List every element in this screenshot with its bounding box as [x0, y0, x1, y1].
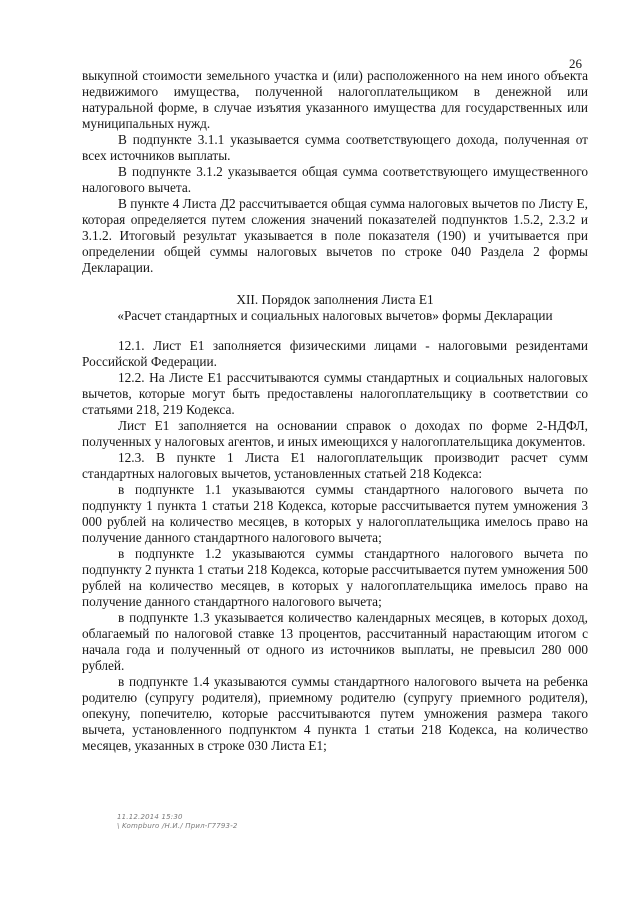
footer-stamp: [117, 813, 238, 831]
footer-reference: \ Kompburo /H.И./ Прил-Г7793-2: [117, 822, 238, 830]
paragraph-continuation: выкупной стоимости земельного участка и (или) расположенного на нем иного объекта недвижимого имущества, полученной налогоплательщиком в денежной или натуральной форме, в случае изъятия указанного имущества для государственных или муниципальных нужд.: [82, 68, 588, 131]
paragraph-item-4-list-d2: В пункте 4 Листа Д2 рассчитывается общая сумма налоговых вычетов по Листу Е, которая определяется путем сложения значений показателей подпунктов 1.5.2, 2.3.2 и 3.1.2. Итоговый результат указывается в поле показателя (190) и учитывается при определении общей суммы налоговых вычетов по строке 040 Раздела 2 формы Декларации.: [82, 196, 588, 275]
paragraph-subitem-1-3: в подпункте 1.3 указывается количество календарных месяцев, в которых доход, облагаемый по налоговой ставке 13 процентов, рассчитанный нарастающим итогом с начала года и полученный от одного из источников выплаты, не превысил 280 000 рублей.: [82, 610, 588, 673]
footer-timestamp: 11.12.2014 15:30: [117, 813, 183, 821]
paragraph-subitem-3-1-2: В подпункте 3.1.2 указывается общая сумма соответствующего имущественного налогового вычета.: [82, 164, 588, 195]
section-subtitle: «Расчет стандартных и социальных налоговых вычетов» формы Декларации: [117, 308, 553, 323]
document-body: [82, 68, 588, 754]
paragraph-subitem-1-1: в подпункте 1.1 указываются суммы стандартного налогового вычета по подпункту 1 пункта 1 статьи 218 Кодекса, которые рассчитывается путем умножения 3 000 рублей на количество месяцев, в которых у налогоплательщика имелось право на получение данного стандартного налогового вычета;: [82, 482, 588, 545]
paragraph-12-2: 12.2. На Листе Е1 рассчитываются суммы стандартных и социальных налоговых вычетов, которые могут быть предоставлены налогоплательщику в соответствии со статьями 218, 219 Кодекса.: [82, 370, 588, 417]
page-number: 26: [569, 56, 582, 71]
section-title: XII. Порядок заполнения Листа Е1: [236, 292, 434, 307]
paragraph-12-3: 12.3. В пункте 1 Листа Е1 налогоплательщик производит расчет сумм стандартных налоговых вычетов, установленных статьей 218 Кодекса:: [82, 450, 588, 481]
paragraph-list-e1-basis: Лист Е1 заполняется на основании справок о доходах по форме 2-НДФЛ, полученных у налоговых агентов, и иных имеющихся у налогоплательщика документов.: [82, 418, 588, 449]
paragraph-12-1: 12.1. Лист Е1 заполняется физическими лицами - налоговыми резидентами Российской Федерации.: [82, 338, 588, 369]
section-heading: [82, 292, 588, 324]
paragraph-subitem-1-4: в подпункте 1.4 указываются суммы стандартного налогового вычета на ребенка родителю (супругу родителя), приемному родителю (супругу приемного родителя), опекуну, попечителю, которые рассчитываются путем умножения размера такого вычета, установленного подпунктом 4 пункта 1 статьи 218 Кодекса, на количество месяцев, указанных в строке 030 Листа Е1;: [82, 674, 588, 753]
paragraph-subitem-3-1-1: В подпункте 3.1.1 указывается сумма соответствующего дохода, полученная от всех источников выплаты.: [82, 132, 588, 163]
paragraph-subitem-1-2: в подпункте 1.2 указываются суммы стандартного налогового вычета по подпункту 2 пункта 1 статьи 218 Кодекса, которые рассчитывается путем умножения 500 рублей на количество месяцев, в которых у налогоплательщика имелось право на получение данного стандартного налогового вычета;: [82, 546, 588, 609]
